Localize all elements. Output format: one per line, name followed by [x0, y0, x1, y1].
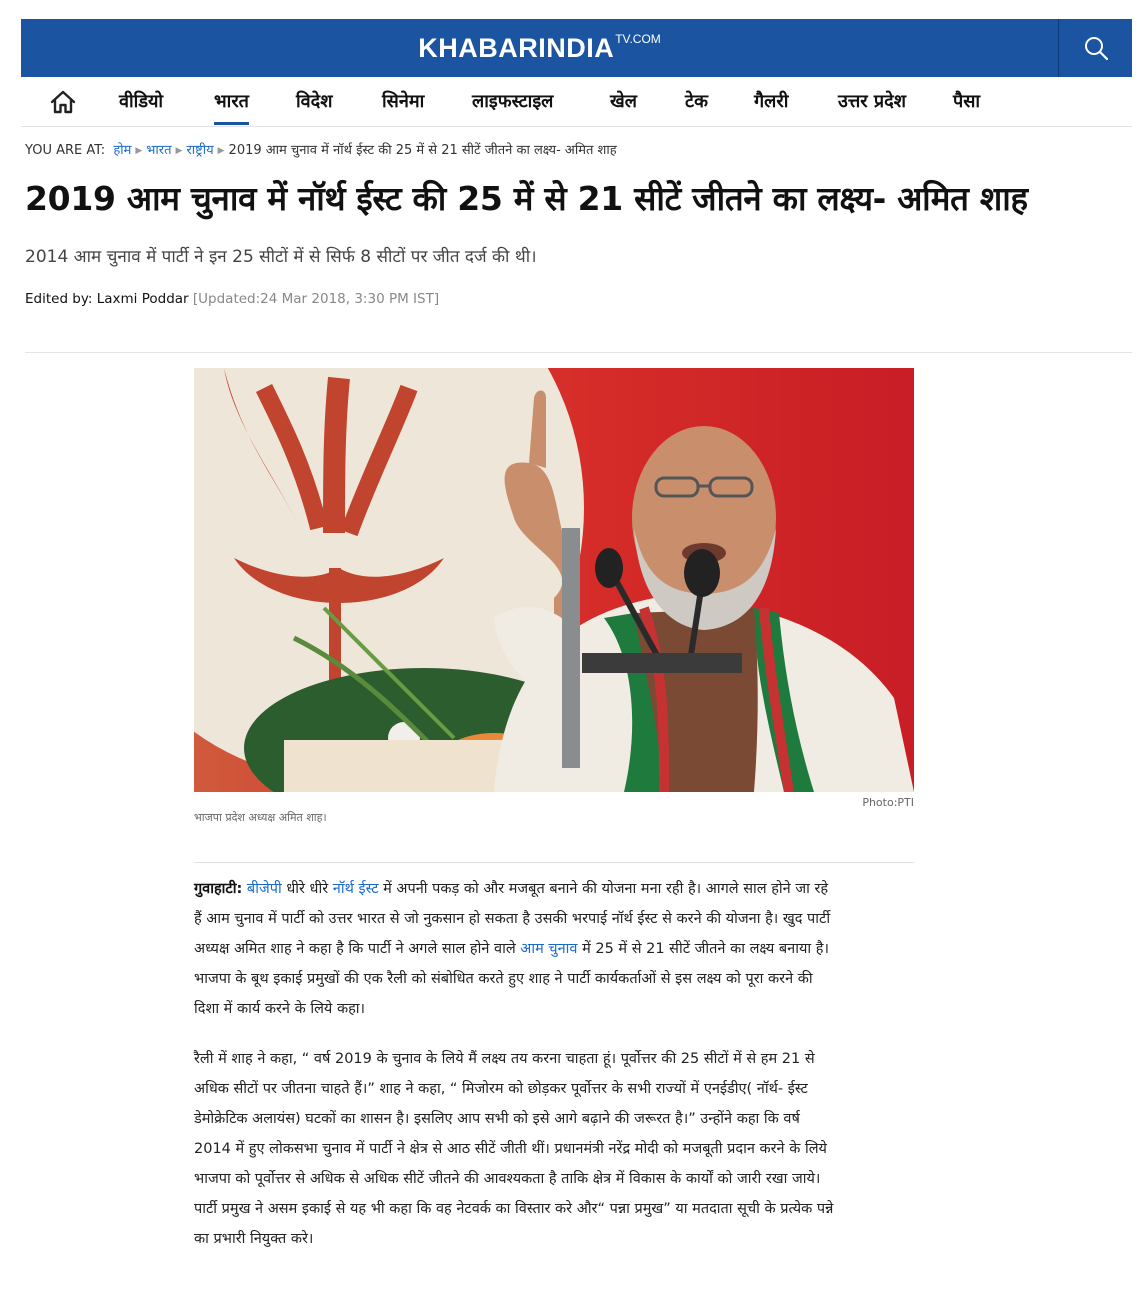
search-icon: [1083, 35, 1109, 61]
site-logo[interactable]: [21, 19, 1058, 77]
nav-item-bharat[interactable]: भारत: [214, 91, 249, 112]
paragraph-line: अधिक सीटों पर जीतना चाहते हैं।” शाह ने कहा, “ मिजोरम को छोड़कर पूर्वोत्तर के सभी राज्यों में एनईडीए( नॉर्थ- ईस्ट: [194, 1081, 808, 1097]
article-summary: 2014 आम चुनाव में पार्टी ने इन 25 सीटों में से सिर्फ 8 सीटों पर जीत दर्ज की थी।: [25, 247, 537, 267]
text-run: में अपनी पकड़ को और मजबूत बनाने की योजना मना रही है। आगले साल होने जा रहे: [378, 881, 829, 897]
photo-caption: भाजपा प्रदेश अध्यक्ष अमित शाह।: [194, 811, 327, 824]
speaker-photo: [194, 368, 914, 792]
nav-item-cinema[interactable]: सिनेमा: [382, 91, 425, 112]
paragraph-line: भाजपा के बूथ इकाई प्रमुखों की एक रैली को संबोधित करते हुए शाह ने पार्टी कार्यकर्ताओं से इस लक्ष्य को पूरा करने की: [194, 971, 813, 987]
breadcrumb-section[interactable]: भारत: [146, 143, 172, 158]
paragraph-line: डेमोक्रेटिक अलायंस) घटकों का शासन है। इसलिए आप सभी को इसे आगे बढ़ाने की जरूरत है।” उन्होंने कहा कि वर्ष: [194, 1111, 800, 1127]
text-run: में 25 में से 21 सीटें जीतने का लक्ष्य बनाया है।: [577, 941, 829, 957]
paragraph-line: पार्टी प्रमुख ने असम इकाई से यह भी कहा कि वह नेटवर्क का विस्तार करे और“ पन्ना प्रमुख” या मतदाता सूची के प्रत्येक पन्ने: [194, 1201, 834, 1217]
paragraph-line: दिशा में कार्य करने के लिये कहा।: [194, 1001, 366, 1017]
page-title: 2019 आम चुनाव में नॉर्थ ईस्ट की 25 में से 21 सीटें जीतने का लक्ष्य- अमित शाह: [25, 179, 1028, 218]
breadcrumb-home[interactable]: होम: [113, 143, 132, 158]
site-header: [21, 19, 1132, 77]
breadcrumb-label: YOU ARE AT:: [25, 143, 106, 158]
updated-timestamp: [Updated:24 Mar 2018, 3:30 PM IST]: [192, 291, 440, 307]
paragraph-line: [194, 934, 924, 964]
logo-text: KHABARINDIA: [418, 32, 615, 63]
paragraph-line: 2014 में हुए लोकसभा चुनाव में पार्टी ने क्षेत्र से आठ सीटें जीती थीं। प्रधानमंत्री नरेंद्र मोदी को मजबूती प्रदान करने के लिये: [194, 1141, 827, 1157]
paragraph-line: हैं आम चुनाव में पार्टी को उत्तर भारत से जो नुकसान हो सकता है उसकी भरपाई नॉर्थ ईस्ट से करने की योजना है। खुद पार्टी: [194, 911, 831, 927]
text-run: धीरे धीरे: [281, 881, 333, 897]
breadcrumb-separator-icon: ▶: [135, 146, 143, 156]
breadcrumb-separator-icon: ▶: [175, 146, 183, 156]
nav-item-tech[interactable]: टेक: [685, 91, 708, 112]
dateline: गुवाहाटी:: [194, 881, 243, 897]
article-paragraph: [194, 1044, 924, 1254]
divider: [194, 862, 914, 863]
paragraph-line: का प्रभारी नियुक्त करे।: [194, 1231, 314, 1247]
tag-link-bjp[interactable]: बीजेपी: [246, 881, 282, 897]
breadcrumb-separator-icon: ▶: [217, 146, 225, 156]
article-paragraph: [194, 874, 924, 1024]
breadcrumb-subsection[interactable]: राष्ट्रीय: [186, 143, 214, 158]
nav-item-video[interactable]: वीडियो: [119, 91, 164, 112]
article-byline: [25, 291, 439, 307]
tag-link-north-east[interactable]: नॉर्थ ईस्ट: [332, 881, 379, 897]
breadcrumb: [25, 140, 617, 158]
nav-item-videsh[interactable]: विदेश: [296, 91, 333, 112]
editor-name: Edited by: Laxmi Poddar: [25, 291, 189, 307]
nav-item-gallery[interactable]: गैलरी: [754, 91, 789, 112]
search-button[interactable]: [1058, 19, 1132, 77]
article-photo: [194, 368, 914, 792]
text-run: अध्यक्ष अमित शाह ने कहा है कि पार्टी ने अगले साल होने वाले: [194, 941, 521, 957]
nav-item-uttar-pradesh[interactable]: उत्तर प्रदेश: [838, 91, 906, 112]
photo-credit: Photo:PTI: [862, 796, 914, 809]
divider: [25, 352, 1132, 353]
breadcrumb-current: 2019 आम चुनाव में नॉर्थ ईस्ट की 25 में से 21 सीटें जीतने का लक्ष्य- अमित शाह: [228, 143, 617, 158]
logo-suffix: TV.COM: [615, 32, 661, 46]
home-icon[interactable]: [49, 89, 77, 115]
nav-item-khel[interactable]: खेल: [610, 91, 637, 112]
paragraph-line: रैली में शाह ने कहा, “ वर्ष 2019 के चुनाव के लिये मैं लक्ष्य तय करना चाहता हूं। पूर्वोत्तर की 25 सीटों में से हम 21 से: [194, 1051, 815, 1067]
paragraph-line: [194, 874, 924, 904]
main-nav: [21, 77, 1132, 127]
paragraph-line: भाजपा को पूर्वोत्तर से अधिक से अधिक सीटें जीतने की आवश्यकता है ताकि क्षेत्र में विकास के कार्यों को जारी रखा जाये।: [194, 1171, 821, 1187]
nav-item-lifestyle[interactable]: लाइफस्टाइल: [472, 91, 554, 112]
tag-link-aam-chunav[interactable]: आम चुनाव: [520, 941, 578, 957]
nav-item-paisa[interactable]: पैसा: [953, 91, 981, 112]
